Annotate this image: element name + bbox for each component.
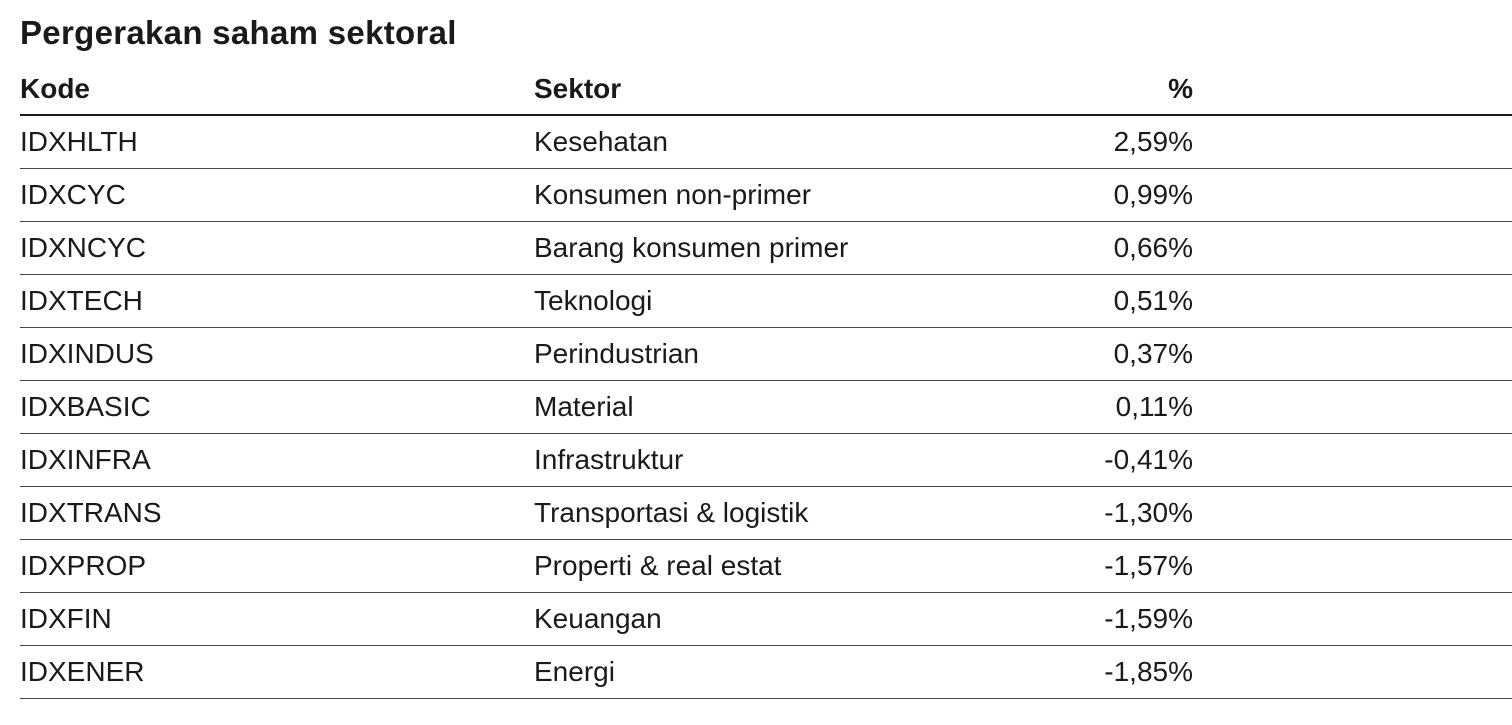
cell-sector: Teknologi — [534, 285, 653, 316]
cell-code: IDXBASIC — [20, 391, 151, 422]
table-row — [20, 222, 1512, 275]
cell-percent: 0,66% — [1113, 232, 1193, 263]
cell-code: IDXINDUS — [20, 338, 154, 369]
cell-sector: Transportasi & logistik — [534, 497, 809, 528]
table-row — [20, 275, 1512, 328]
cell-code: IDXPROP — [20, 550, 147, 581]
table-title: Pergerakan saham sektoral — [20, 14, 457, 51]
cell-percent: 0,51% — [1113, 285, 1193, 316]
table-row — [20, 646, 1512, 699]
cell-percent: 2,59% — [1113, 126, 1193, 157]
cell-percent: 0,11% — [1115, 391, 1193, 422]
header-percent: % — [1168, 73, 1193, 104]
cell-percent: 0,37% — [1113, 338, 1193, 369]
table-row — [20, 328, 1512, 381]
table-row — [20, 169, 1512, 222]
cell-percent: 0,99% — [1113, 179, 1193, 210]
table-row — [20, 434, 1512, 487]
cell-percent: -0,41% — [1104, 444, 1193, 475]
cell-sector: Perindustrian — [534, 338, 699, 369]
header-sector: Sektor — [534, 73, 622, 104]
cell-code: IDXTECH — [20, 285, 143, 316]
cell-sector: Barang konsumen primer — [534, 232, 849, 263]
cell-code: IDXENER — [20, 656, 145, 687]
cell-code: IDXFIN — [20, 603, 112, 634]
cell-sector: Kesehatan — [534, 126, 668, 157]
cell-sector: Energi — [534, 656, 615, 687]
table-row — [20, 593, 1512, 646]
cell-sector: Keuangan — [534, 603, 662, 634]
cell-sector: Infrastruktur — [534, 444, 684, 475]
cell-code: IDXHLTH — [20, 126, 138, 157]
header-code: Kode — [20, 73, 90, 104]
cell-sector: Properti & real estat — [534, 550, 782, 581]
cell-code: IDXTRANS — [20, 497, 162, 528]
table-body — [20, 116, 1512, 699]
cell-code: IDXNCYC — [20, 232, 147, 263]
table-row — [20, 487, 1512, 540]
cell-sector: Konsumen non-primer — [534, 179, 812, 210]
cell-code: IDXINFRA — [20, 444, 151, 475]
table-row — [20, 116, 1512, 169]
cell-percent: -1,30% — [1104, 497, 1193, 528]
table-row — [20, 381, 1512, 434]
cell-percent: -1,59% — [1104, 603, 1193, 634]
cell-sector: Material — [534, 391, 634, 422]
table-row — [20, 540, 1512, 593]
cell-percent: -1,57% — [1104, 550, 1193, 581]
table-header-row — [20, 70, 1512, 116]
cell-percent: -1,85% — [1104, 656, 1193, 687]
cell-code: IDXCYC — [20, 179, 126, 210]
